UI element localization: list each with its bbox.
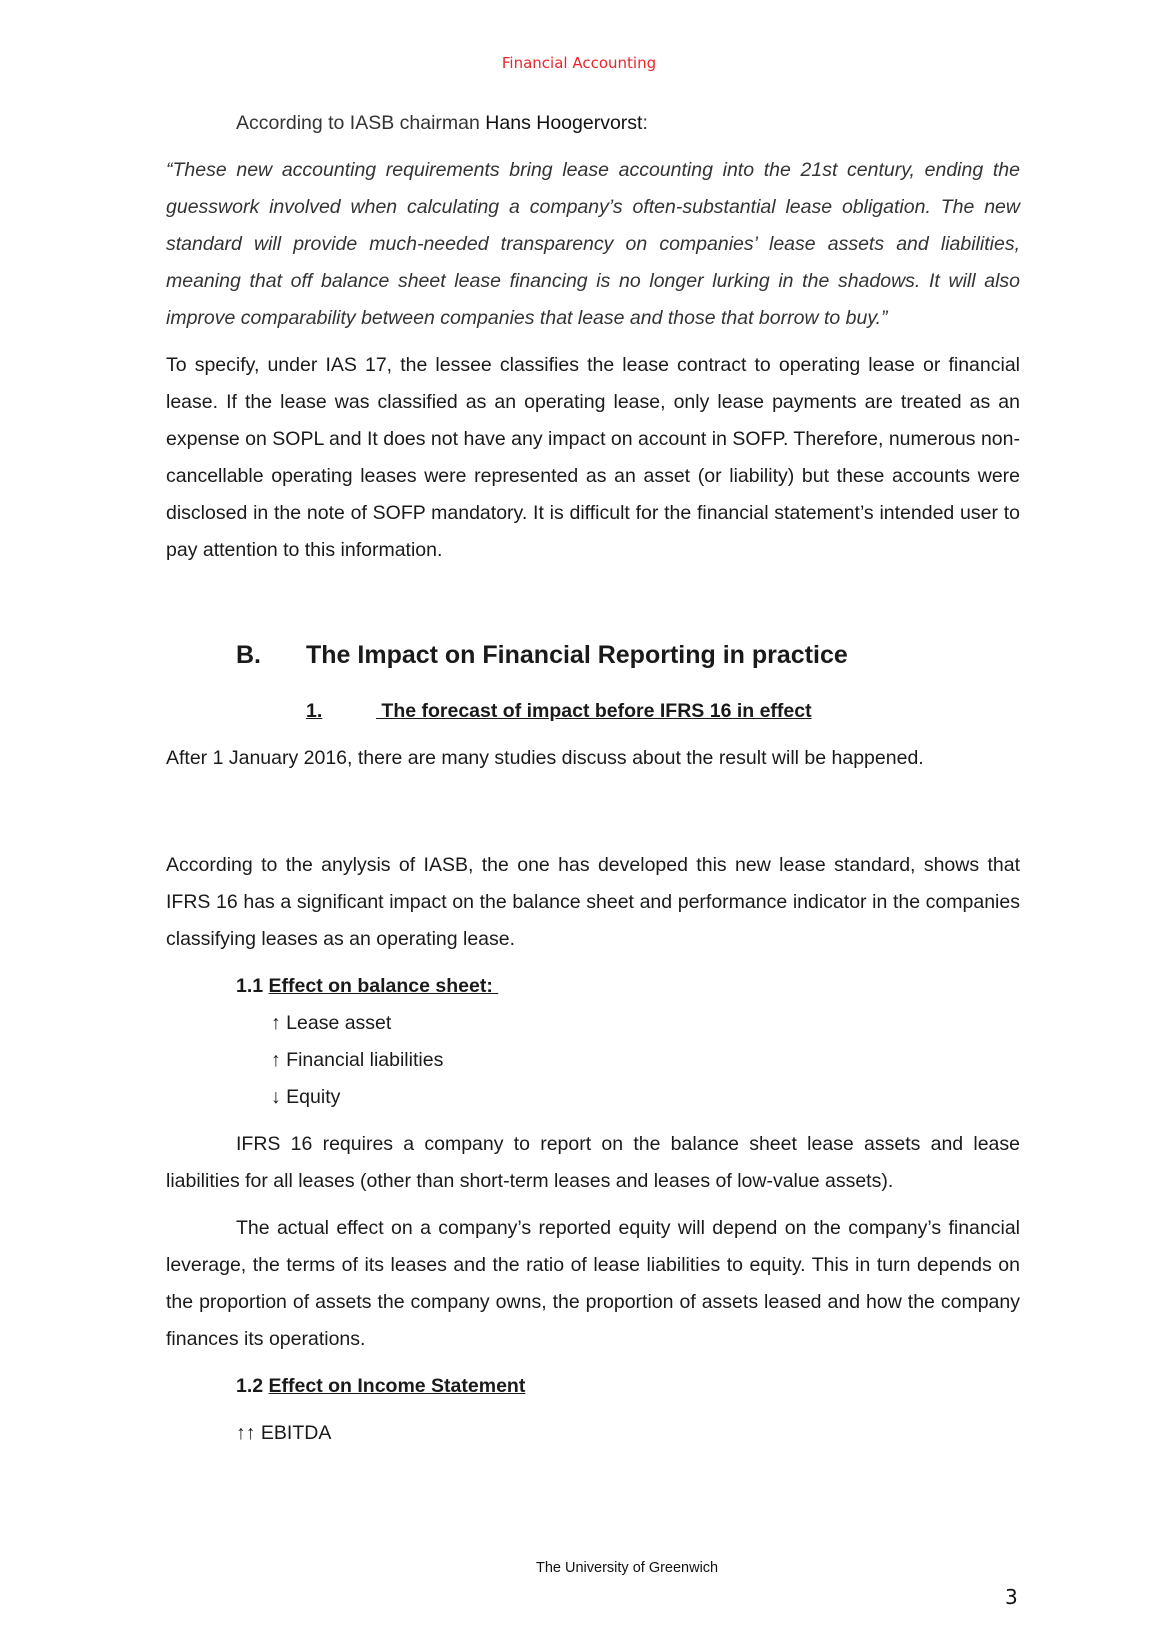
section-b-title: The Impact on Financial Reporting in practice [306,641,848,669]
income-statement-title: Effect on Income Statement [268,1375,526,1397]
subsection-1-heading [166,693,1020,730]
subsection-1-number: 1. [306,700,323,722]
running-header: Financial Accounting [501,54,657,72]
balance-sheet-heading [166,968,1020,1005]
iasb-analysis-paragraph: According to the anylysis of IASB, the one has developed this new lease standard, shows that IFRS 16 has a significant impact on the balance sheet and performance indicator in the companies classifying leases as an operating lease. [166,854,1020,950]
page-number: 3 [1005,1585,1018,1609]
page-content [166,105,1020,1452]
balance-sheet-effects-list [166,1005,1020,1116]
running-footer: The University of Greenwich [536,1560,719,1576]
intro-suffix: : [642,112,648,134]
chairman-quote: “These new accounting requirements bring lease accounting into the 21st century, ending the guesswork involved when calculating a company’s often-substantial lease obligation. The new standard will provide much-needed transparency on companies’ lease assets and liabilities, meaning that off balance sheet lease financing is no longer lurking in the shadows. It will also improve comparability between companies that lease and those that borrow to buy.” [166,159,1020,329]
ias17-paragraph: To specify, under IAS 17, the lessee classifies the lease contract to operating lease or financial lease. If the lease was classified as an operating lease, only lease payments are treated as an expense on SOPL and It does not have any impact on account in SOFP. Therefore, numerous non-cancellable operating leases were represented as an asset (or liability) but these accounts were disclosed in the note of SOFP mandatory. It is difficult for the financial statement’s intended user to pay attention to this information. [166,354,1020,561]
ifrs16-requirement-paragraph: IFRS 16 requires a company to report on the balance sheet lease assets and lease liabilities for all leases (other than short-term leases and leases of low-value assets). [166,1133,1020,1192]
chairman-name: Hans Hoogervorst [485,112,643,134]
equity-effect-paragraph: The actual effect on a company’s reported equity will depend on the company’s financial leverage, the terms of its leases and the ratio of lease liabilities to equity. This in turn depends on the proportion of assets the company owns, the proportion of assets leased and how the company finances its operations. [166,1217,1020,1350]
list-item-financial-liabilities: ↑ Financial liabilities [271,1049,444,1071]
blank-line [166,787,1020,847]
list-item-lease-asset: ↑ Lease asset [271,1012,392,1034]
income-statement-heading [166,1368,1020,1405]
intro-prefix: According to IASB chairman [236,112,486,134]
section-b-number: B. [236,641,261,669]
balance-sheet-title: Effect on balance sheet: [268,975,499,997]
balance-sheet-number: 1.1 [236,975,269,997]
subsection-1-title: The forecast of impact before IFRS 16 in effect [376,700,812,722]
list-item-equity: ↓ Equity [271,1086,341,1108]
section-b-heading [166,633,1020,677]
after-2016-paragraph: After 1 January 2016, there are many studies discuss about the result will be happened. [166,747,924,769]
list-item-ebitda: ↑↑ EBITDA [236,1422,332,1444]
quote-intro [166,105,1020,142]
income-statement-number: 1.2 [236,1375,269,1397]
